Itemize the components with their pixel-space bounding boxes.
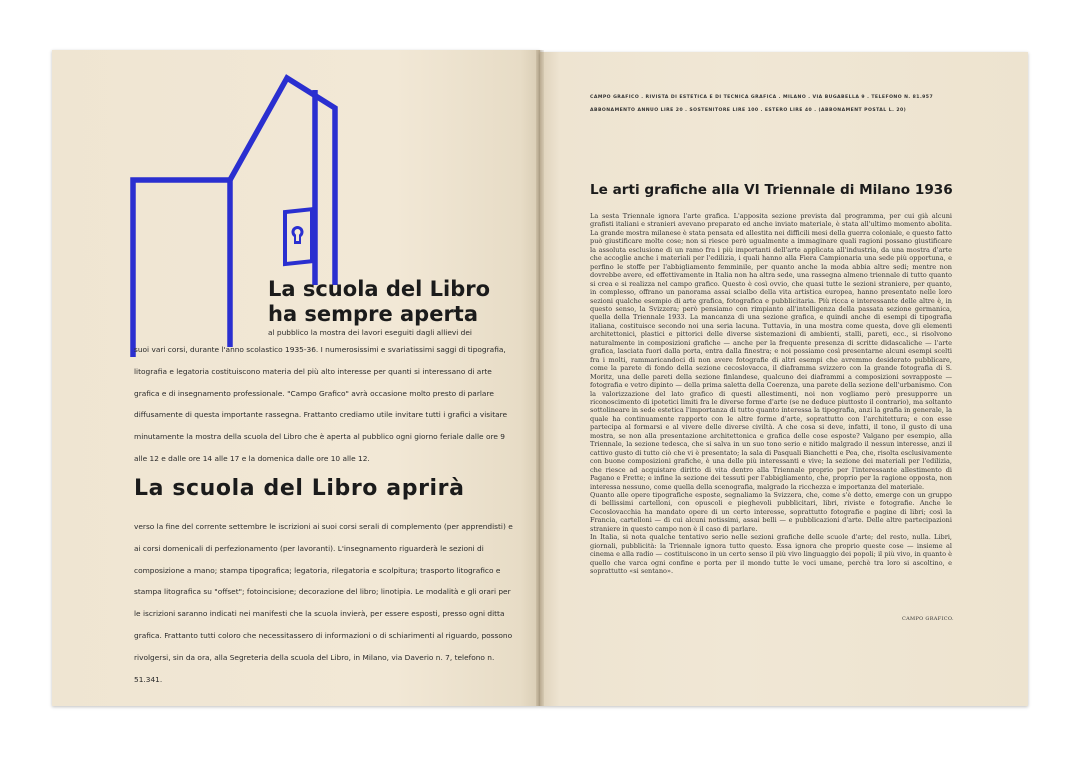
school-opening-heading: La scuola del Libro aprirà (134, 476, 465, 501)
school-heading (268, 277, 508, 327)
masthead-line: CAMPO GRAFICO . RIVISTA DI ESTETICA E DI TECNICA GRAFICA . MILANO . VIA BUGABELLA 9 . TELEFONO N. 81.957 (590, 95, 934, 100)
article-paragraph: La sesta Triennale ignora l'arte grafica. L'apposita sezione prevista dal programma, per cui già alcuni grafisti italiani e stranieri avevano preparato ed anche inviato materiale, è stata all'ultimo momento abolita. La grande mostra milanese è stata pensata ed allestita nei difficili mesi della guerra coloniale, e questo fatto può giustificare molte cose; non si riesce però ugualmente a immaginare quali ragioni possano giustificare la assoluta esclusione di un ramo fra i più importanti dell'arte applicata all'industria, da una mostra d'arte che accoglie anche i materiali per l'edilizia, i quali hanno alla Fiera Campionaria una sede più opportuna, e perfino le stoffe per l'abbigliamento femminile, per quanto anche la moda abbia altre sedi; mentre non dovrebbe avere, ed effettivamente in Italia non ha altra sede, una rassegna almeno triennale di tutto quanto si crea e si realizza nel campo grafico. Questo è così ovvio, che quasi tutte le sezioni straniere, per quanto, in complesso, offrano un panorama assai scialbo della vita artistica europea, hanno presentato nelle loro sezioni qualche esempio di arte grafica, fotografica e pubblicitaria. Più ricca e interessante delle altre è, in questo senso, la Svizzera; però pensiamo con rimpianto all'intelligenza della passata sezione germanica, quella della Triennale 1933. La mancanza di una sezione grafica, e quindi anche di esempi di tipografia italiana, costituisce secondo noi una seria lacuna. Tuttavia, in una mostra come questa, dove gli elementi architettonici, plastici e pittorici delle diverse sistemazioni di ambienti, stalli, pareti, ecc., si risolvono naturalmente in composizioni grafiche — anche per la frequente presenza di scritte didascaliche — l'arte grafica, lasciata fuori dalla porta, entra dalla finestra; e noi possiamo così presentarne alcuni esempi scelti fra i molti, rammaricandoci di non avere fotografie di altri esempi che avremmo desiderato pubblicare, come la parete di fondo della sezione cecoslovacca, il diaframma svizzero con la grande fotografia di S. Moritz, una delle pareti della sezione finlandese, qualcuno dei diaframmi a composizioni sovrapposte — fotografia e vetro dipinto — della prima saletta della Coerenza, una parete della sezione dell'urbanismo. Con la valorizzazione del lato grafico di questi allestimenti, noi non vogliamo però presupporre un riconoscimento di ipotetici limiti fra le diverse forme d'arte (se ne deduce piuttosto il contrario), ma soltanto sottolineare in sede estetica l'importanza di tutto quanto interessa la tipografia, anzi la grafia in generale, la quale ha continuamente rapporto con le altre forme d'arte, soprattutto con l'architettura; e con esse partecipa al formarsi e al vivere delle diverse civiltà. A che cosa si deve, infatti, il tono, il gusto di una mostra, se non alla presentazione architettonica e grafica delle cose esposte? Valgano per esempio, alla Triennale, la sezione tedesca, che si salva in un suo tono serio e nitido malgrado il nessun interesse, anzi il cattivo gusto di tutto ciò che vi è presentato; la sala di Pasquali Bianchetti e Pea, che, risolta esclusivamente con buone composizioni grafiche, è una delle più interessanti e vive; la sezione dei materiali per l'edilizia, che riesce ad acquistare diritto di vita dentro alla Triennale proprio per l'interessante allestimento di Pagano e Frette; e infine la sezione dei tessuti per l'abbigliamento, che, proprio per la ragione opposta, non interessa nessuno, come quella della scenografia, malgrado la ricchezza e importanza del materiale. (590, 212, 952, 491)
exhibition-paragraph: suoi vari corsi, durante l'anno scolastico 1935-36. I numerosissimi e svariatissimi saggi di tipografia, litografia e legatoria costituiscono materia del più alto interesse per quanti si interessano di arte grafica e di insegnamento professionale. "Campo Grafico" avrà occasione molto presto di parlare diffusamente di questa importante rassegna. Frattanto crediamo utile invitare tutti i grafici a visitare minutamente la mostra della scuola del Libro che è aperta al pubblico ogni giorno feriale dalle ore 9 alle 12 e dalle ore 14 alle 17 e la domenica dalle ore 10 alle 12. (134, 345, 508, 463)
door-frame-left (133, 180, 230, 357)
article-signature: CAMPO GRAFICO. (902, 616, 954, 622)
door-leaf (230, 78, 335, 285)
article-body (590, 212, 952, 575)
enrollment-paragraph: verso la fine del corrente settembre le iscrizioni ai suoi corsi serali di complemento (per apprendisti) e ai corsi domenicali di perfezionamento (per lavoranti). L'insegnamento riguarderà le sezioni di composizione a mano; stampa tipografica; legatoria, rilegatoria e scolpitura; trasporto litografico e stampa litografica su "offset"; fotoincisione; decorazione del libro; linotipia. Le modalità e gli orari per le iscrizioni saranno indicati nei manifesti che la scuola invierà, per essere esposti, presso ogni ditta grafica. Frattanto tutti coloro che necessitassero di informazioni o di schiarimenti al riguardo, possono rivolgersi, sin da ora, alla Segreteria della scuola del Libro, in Milano, via Daverio n. 7, telefono n. 51.341. (134, 522, 513, 684)
intro-text: al pubblico la mostra dei lavori eseguiti dagli allievi dei (268, 328, 472, 337)
article-paragraph: In Italia, si nota qualche tentativo serio nelle sezioni grafiche delle scuole d'arte; del resto, nulla. Libri, giornali, pubblicità: la Triennale ignora tutto questo. Essa ignora che proprio queste cose — insieme al cinema e alla radio — costituiscono in un certo senso il più vivo linguaggio dei popoli; il più vivo, in quanto è quello che varca ogni confine e porta per il mondo tutte le voci umane, perchè tra loro si ascoltino, e soprattutto «si sentano». (590, 533, 952, 576)
school-heading-line1: La scuola del Libro (268, 277, 491, 301)
article-paragraph: Quanto alle opere tipografiche esposte, segnaliamo la Svizzera, che, come s'è detto, emerge con un gruppo di bellissimi cartelloni, con opuscoli e pieghevoli pubblicitari, libri, riviste e fotografie. Anche le Cecoslovacchia ha mandato opere di un certo interesse, soprattutto fotografie e pagine di libri; così la Francia, cartelloni — di cui alcuni notissimi, assai belli — e pubblicazioni d'arte. Delle altre partecipazioni straniere in questo campo non è il caso di parlare. (590, 490, 952, 533)
subscription-line: ABBONAMENTO ANNUO LIRE 20 . SOSTENITORE LIRE 100 . ESTERO LIRE 40 . (ABBONAMENT POSTAL L. 20) (590, 108, 907, 113)
article-title: Le arti grafiche alla VI Triennale di Milano 1936 (590, 182, 953, 198)
school-heading-line2: ha sempre aperta (268, 302, 479, 326)
